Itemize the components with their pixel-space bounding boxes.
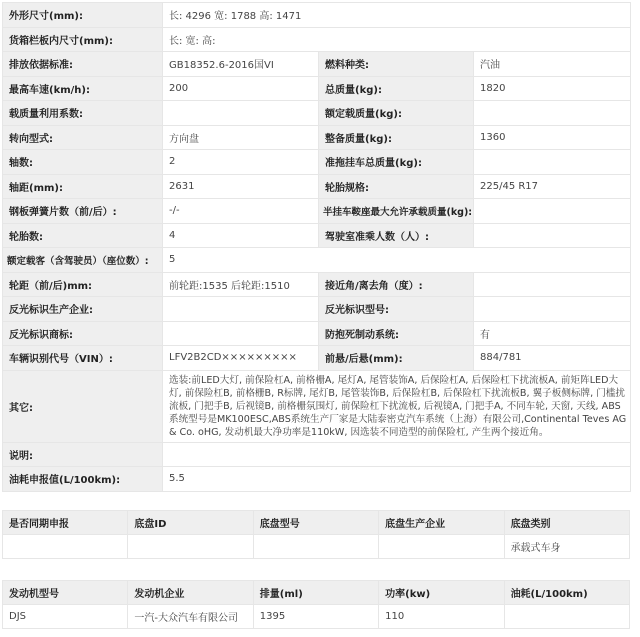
spec-value (474, 223, 631, 248)
spec-value: 方向盘 (163, 125, 319, 150)
spec-row (3, 76, 631, 101)
table-cell (253, 535, 378, 559)
spec-value: 5 (163, 248, 631, 273)
spec-label: 反光标识型号: (319, 297, 474, 322)
spec-label: 货箱栏板内尺寸(mm): (3, 27, 163, 52)
spec-value (163, 297, 319, 322)
spec-value-other-notes: 选装:前LED大灯, 前保险杠A, 前格栅A, 尾灯A, 尾管装饰A, 后保险杠A, 后保险杠下扰流板A, 前矩阵LED大灯, 前保险杠B, 前格栅B, R标牌, 尾灯B, 尾管装饰B, 后保险杠B, 后保险杠下扰流板B, 翼子板侧标牌, 门槛扰流板, 门把手B, 后视镜B, 前格栅氛围灯, 前保险杠下扰流板, 后视镜A, 门把手A, 不同车轮, 天窗, 天线, ABS系统型号是MK100ESC,ABS系统生产厂家是大陆泰密克汽车系统（上海）有限公司,Continental Teves AG & Co. oHG, 发动机最大净功率是110kW, 因选装不同造型的前保险杠, 产生两个接近角。 (163, 370, 631, 442)
spec-row-seats (3, 248, 631, 273)
column-header: 底盘类别 (504, 511, 629, 535)
column-header: 功率(kw) (379, 581, 504, 605)
spec-label: 接近角/离去角（度）: (319, 272, 474, 297)
table-cell: DJS (3, 605, 128, 629)
spec-row (3, 223, 631, 248)
column-header: 底盘生产企业 (379, 511, 504, 535)
spec-value: 汽油 (474, 52, 631, 77)
spec-label: 转向型式: (3, 125, 163, 150)
column-header: 排量(ml) (253, 581, 378, 605)
spec-value: 2 (163, 150, 319, 175)
vehicle-spec-table (2, 2, 631, 492)
spec-row (3, 174, 631, 199)
chassis-header-row (3, 511, 630, 535)
table-cell: 承载式车身 (504, 535, 629, 559)
spec-label: 半挂车鞍座最大允许承载质量(kg): (319, 199, 474, 224)
table-row (3, 605, 630, 629)
spec-row (3, 321, 631, 346)
spec-value: -/- (163, 199, 319, 224)
spec-value: GB18352.6-2016国VI (163, 52, 319, 77)
spec-label: 说明: (3, 442, 163, 467)
spec-value: 200 (163, 76, 319, 101)
spec-value (474, 297, 631, 322)
spec-value: 长: 宽: 高: (163, 27, 631, 52)
spec-label: 反光标识商标: (3, 321, 163, 346)
table-cell: 1395 (253, 605, 378, 629)
spec-value: 前轮距:1535 后轮距:1510 (163, 272, 319, 297)
spec-label: 额定载质量(kg): (319, 101, 474, 126)
spec-label: 反光标识生产企业: (3, 297, 163, 322)
table-cell (128, 535, 253, 559)
column-header: 底盘型号 (253, 511, 378, 535)
table-cell (504, 605, 629, 629)
spec-value-vin: LFV2B2CD××××××××× (163, 346, 319, 371)
spec-value (163, 321, 319, 346)
spec-value (163, 101, 319, 126)
spec-label: 最高车速(km/h): (3, 76, 163, 101)
spec-row-other (3, 370, 631, 442)
spec-label: 钢板弹簧片数（前/后）: (3, 199, 163, 224)
spec-value (474, 272, 631, 297)
spec-row (3, 101, 631, 126)
column-header: 是否同期申报 (3, 511, 128, 535)
spec-label: 车辆识别代号（VIN）: (3, 346, 163, 371)
spec-label: 燃料种类: (319, 52, 474, 77)
spec-value (474, 199, 631, 224)
column-header: 底盘ID (128, 511, 253, 535)
spec-row-vin (3, 346, 631, 371)
column-header: 发动机型号 (3, 581, 128, 605)
spec-row-notes (3, 442, 631, 467)
column-header: 油耗(L/100km) (504, 581, 629, 605)
spec-label: 轮距（前/后)mm: (3, 272, 163, 297)
spec-row (3, 272, 631, 297)
spec-row (3, 297, 631, 322)
column-header: 发动机企业 (128, 581, 253, 605)
table-row (3, 535, 630, 559)
spec-value: 2631 (163, 174, 319, 199)
spec-label: 轮胎规格: (319, 174, 474, 199)
table-cell: 110 (379, 605, 504, 629)
spec-label: 驾驶室准乘人数（人）: (319, 223, 474, 248)
spec-label: 载质量利用系数: (3, 101, 163, 126)
spec-label: 前悬/后悬(mm): (319, 346, 474, 371)
spec-label: 其它: (3, 370, 163, 442)
spec-label: 整备质量(kg): (319, 125, 474, 150)
table-cell (379, 535, 504, 559)
spec-value (474, 150, 631, 175)
spec-value: 225/45 R17 (474, 174, 631, 199)
spec-value: 长: 4296 宽: 1788 高: 1471 (163, 3, 631, 28)
spec-row (3, 52, 631, 77)
spec-value: 5.5 (163, 467, 631, 492)
spec-value: 4 (163, 223, 319, 248)
chassis-table (2, 510, 630, 559)
spec-label: 额定载客（含驾驶员）（座位数）: (3, 248, 163, 273)
engine-table (2, 580, 630, 629)
spec-label: 外形尺寸(mm): (3, 3, 163, 28)
spec-value: 884/781 (474, 346, 631, 371)
spec-row-cargo-dimensions (3, 27, 631, 52)
spec-row-dimensions (3, 3, 631, 28)
spec-row (3, 150, 631, 175)
spec-label: 油耗申报值(L/100km): (3, 467, 163, 492)
spec-label: 排放依据标准: (3, 52, 163, 77)
spec-row-fuel (3, 467, 631, 492)
spec-label: 防抱死制动系统: (319, 321, 474, 346)
table-cell: 一汽-大众汽车有限公司 (128, 605, 253, 629)
spec-label: 总质量(kg): (319, 76, 474, 101)
spec-value: 1360 (474, 125, 631, 150)
spec-label: 轴数: (3, 150, 163, 175)
spec-label: 轴距(mm): (3, 174, 163, 199)
spec-value: 1820 (474, 76, 631, 101)
spec-value (474, 101, 631, 126)
engine-header-row (3, 581, 630, 605)
spec-label: 轮胎数: (3, 223, 163, 248)
table-cell (3, 535, 128, 559)
spec-label: 准拖挂车总质量(kg): (319, 150, 474, 175)
spec-row (3, 125, 631, 150)
spec-value: 有 (474, 321, 631, 346)
spec-value (163, 442, 631, 467)
spec-row (3, 199, 631, 224)
